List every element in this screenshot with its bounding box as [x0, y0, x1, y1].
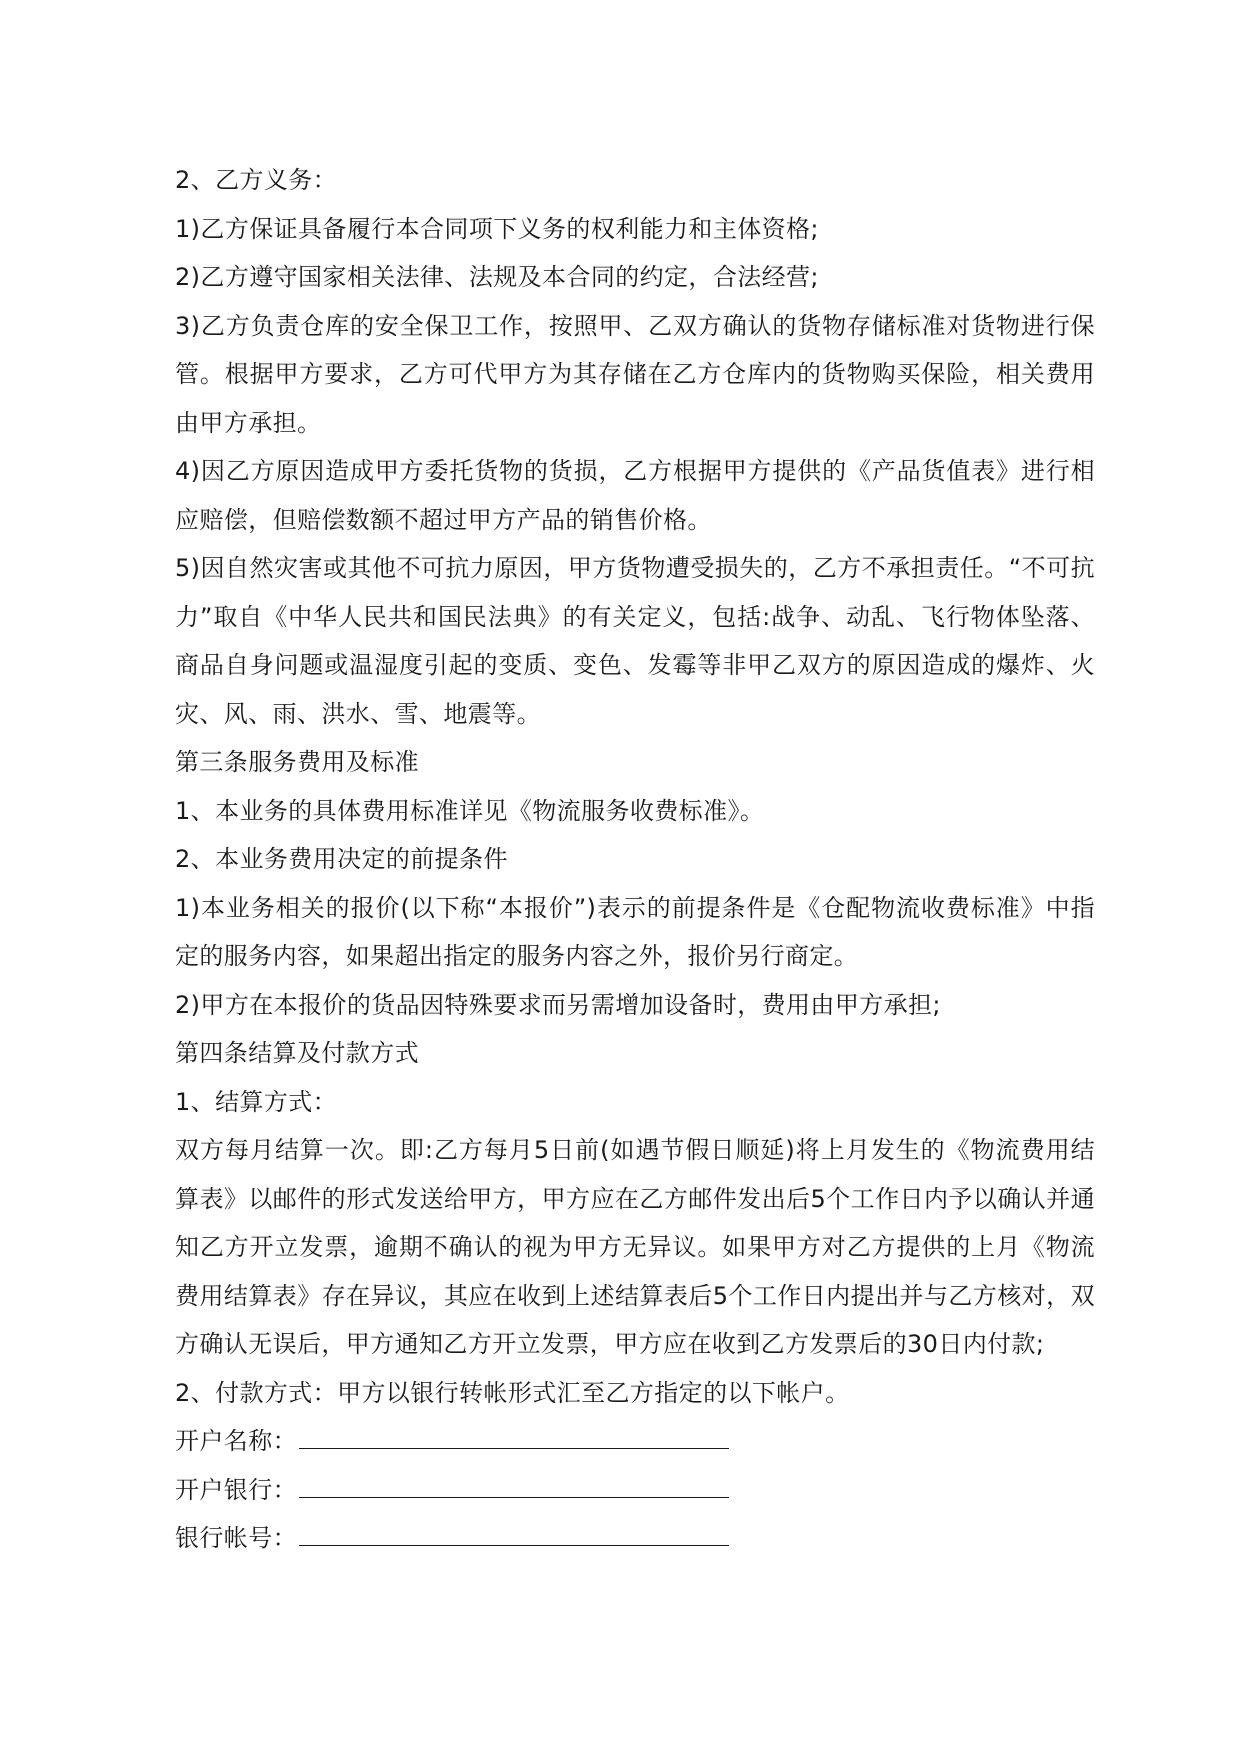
section-heading-party-b-obligations: 2、乙方义务： — [175, 166, 338, 194]
account-number-row — [175, 1514, 1095, 1563]
article-3-item-1: 1、本业务的具体费用标准详见《物流服务收费标准》。 — [175, 796, 765, 825]
account-name-label: 开户名称： — [175, 1427, 297, 1455]
account-name-row — [175, 1417, 1095, 1466]
clause-3: 3)乙方负责仓库的安全保卫工作，按照甲、乙双方确认的货物存储标准对货物进行保管。根据甲方要求，乙方可代甲方为其存储在乙方仓库内的货物购买保险，相关费用由甲方承担。 — [175, 311, 1095, 437]
clause-1: 1)乙方保证具备履行本合同项下义务的权利能力和主体资格; — [175, 214, 819, 243]
account-bank-row — [175, 1466, 1095, 1515]
article-4-item-1: 1、结算方式： — [175, 1087, 338, 1116]
account-bank-label: 开户银行： — [175, 1475, 297, 1504]
clause-4: 4)因乙方原因造成甲方委托货物的货损，乙方根据甲方提供的《产品货值表》进行相应赔偿，但赔偿数额不超过甲方产品的销售价格。 — [175, 457, 1095, 534]
settlement-paragraph: 双方每月结算一次。即:乙方每月5日前(如遇节假日顺延)将上月发生的《物流费用结算表》以邮件的形式发送给甲方，甲方应在乙方邮件发出后5个工作日内予以确认并通知乙方开立发票，逾期不确认的视为甲方无异议。如果甲方对乙方提供的上月《物流费用结算表》存在异议，其应在收到上述结算表后5个工作日内提出并与乙方核对，双方确认无误后，甲方通知乙方开立发票，甲方应在收到乙方发票后的30日内付款; — [175, 1136, 1095, 1358]
article-3-item-2: 2、本业务费用决定的前提条件 — [175, 845, 508, 873]
account-number-blank — [299, 1517, 729, 1546]
article-3-subitem-2: 2)甲方在本报价的货品因特殊要求而另需增加设备时，费用由甲方承担; — [175, 990, 941, 1019]
article-4-heading: 第四条结算及付款方式 — [175, 1039, 419, 1067]
clause-5: 5)因自然灾害或其他不可抗力原因，甲方货物遭受损失的，乙方不承担责任。“不可抗力”取自《中华人民共和国民法典》的有关定义，包括:战争、动乱、飞行物体坠落、商品自身问题或温湿度引起的变质、变色、发霉等非甲乙双方的原因造成的爆炸、火灾、风、雨、洪水、雪、地震等。 — [175, 554, 1095, 728]
article-3-subitem-1: 1)本业务相关的报价(以下称“本报价”)表示的前提条件是《仓配物流收费标准》中指定的服务内容，如果超出指定的服务内容之外，报价另行商定。 — [175, 893, 1095, 970]
article-4-item-2: 2、付款方式：甲方以银行转帐形式汇至乙方指定的以下帐户。 — [175, 1378, 850, 1407]
account-number-label: 银行帐号： — [175, 1524, 297, 1552]
account-name-blank — [299, 1420, 729, 1449]
document-body — [175, 156, 1095, 1563]
article-3-heading: 第三条服务费用及标准 — [175, 748, 419, 776]
account-bank-blank — [299, 1469, 729, 1498]
clause-2: 2)乙方遵守国家相关法律、法规及本合同的约定，合法经营; — [175, 263, 819, 291]
